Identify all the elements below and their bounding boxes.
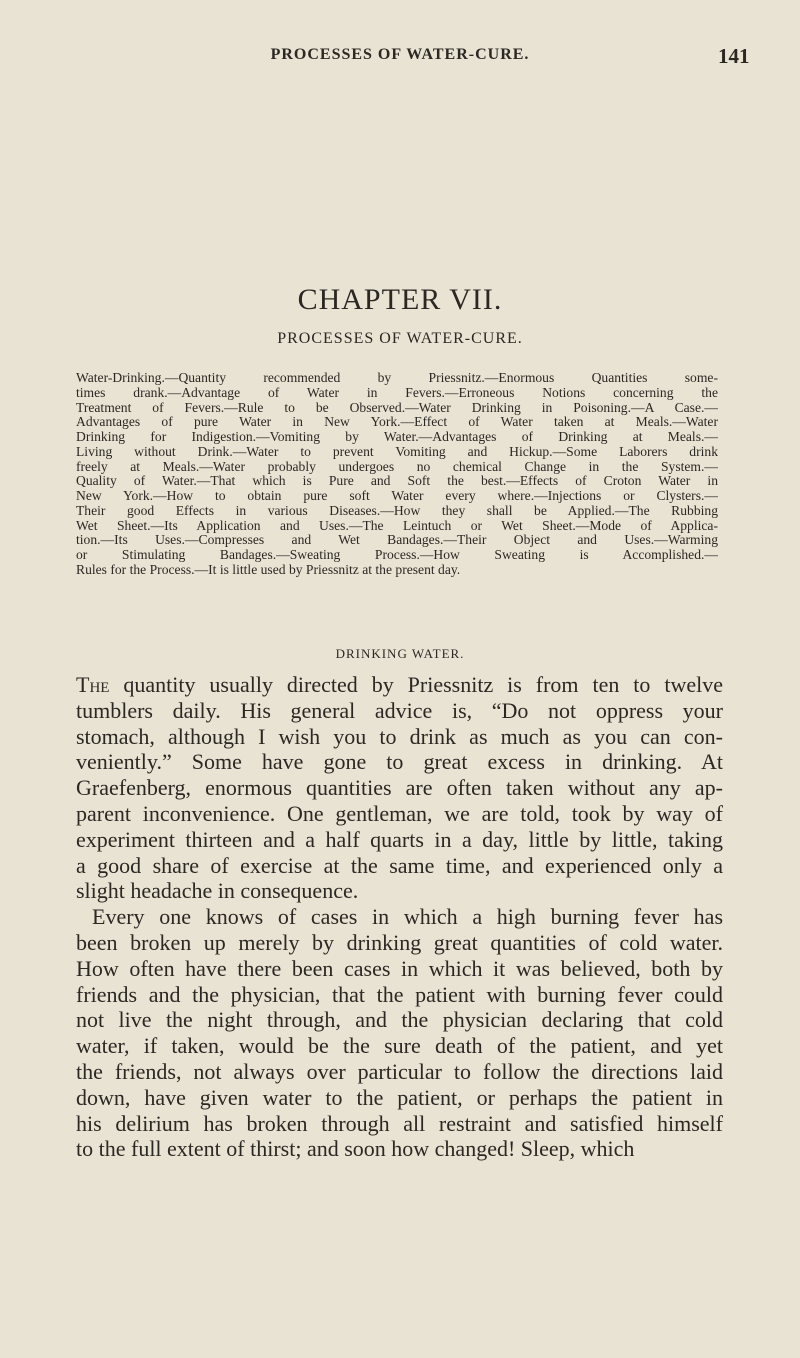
synopsis-line: Advantages of pure Water in New York.—Effect of Water taken at Meals.—Water	[76, 414, 718, 430]
body-line: Graefenberg, enormous quantities are often taken without any ap-	[76, 775, 723, 801]
body-line: stomach, although I wish you to drink as much as you can con-	[76, 723, 723, 749]
synopsis-line: times drank.—Advantage of Water in Fevers.—Erroneous Notions concerning the	[76, 384, 718, 400]
synopsis-line: Water-Drinking.—Quantity recommended by Priessnitz.—Enormous Quantities some-	[76, 370, 718, 385]
body-line: to the full extent of thirst; and soon how changed! Sleep, which	[76, 1136, 635, 1162]
chapter-subtitle: PROCESSES OF WATER-CURE.	[277, 330, 523, 347]
synopsis-line: Treatment of Fevers.—Rule to be Observed.—Water Drinking in Poisoning.—A Case.—	[76, 399, 718, 415]
synopsis-line: Drinking for Indigestion.—Vomiting by Water.—Advantages of Drinking at Meals.—	[76, 429, 718, 444]
body-line: the friends, not always over particular to follow the directions laid	[76, 1058, 723, 1084]
synopsis-line: Rules for the Process.—It is little used by Priessnitz at the present day.	[76, 561, 461, 577]
body-line: not live the night through, and the physician declaring that cold	[76, 1007, 723, 1033]
drop-word: The	[76, 672, 110, 697]
synopsis-line: New York.—How to obtain pure soft Water every where.—Injections or Clysters.—	[76, 488, 718, 503]
running-head: PROCESSES OF WATER-CURE.	[270, 46, 530, 63]
page-number: 141	[718, 44, 750, 68]
synopsis-line: Wet Sheet.—Its Application and Uses.—The Leintuch or Wet Sheet.—Mode of Applica-	[76, 517, 718, 533]
body-line: experiment thirteen and a half quarts in a day, little by little, taking	[76, 826, 723, 852]
body-text	[76, 672, 723, 1162]
body-line: been broken up merely by drinking great quantities of cold water.	[76, 929, 723, 955]
synopsis-line: freely at Meals.—Water probably undergoes no chemical Change in the System.—	[76, 458, 718, 474]
chapter-title: CHAPTER VII.	[297, 283, 503, 316]
body-line: How often have there been cases in which it was believed, both by	[76, 955, 723, 981]
body-line: tumblers daily. His general advice is, “Do not oppress your	[76, 697, 723, 723]
body-line: veniently.” Some have gone to great excess in drinking. At	[76, 749, 723, 775]
body-line: his delirium has broken through all restraint and satisfied himself	[76, 1110, 723, 1136]
chapter-synopsis	[76, 371, 718, 578]
body-line: friends and the physician, that the patient with burning fever could	[76, 981, 723, 1007]
body-line: parent inconvenience. One gentleman, we are told, took by way of	[76, 800, 723, 826]
synopsis-line: tion.—Its Uses.—Compresses and Wet Bandages.—Their Object and Uses.—Warming	[76, 532, 718, 548]
synopsis-line: Their good Effects in various Diseases.—How they shall be Applied.—The Rubbing	[76, 502, 718, 518]
body-line: Every one knows of cases in which a high burning fever has	[92, 904, 723, 930]
body-line: water, if taken, would be the sure death of the patient, and yet	[76, 1033, 723, 1059]
body-line: slight headache in consequence.	[76, 878, 359, 904]
synopsis-line: or Stimulating Bandages.—Sweating Process.—How Sweating is Accomplished.—	[76, 547, 718, 562]
section-heading: DRINKING WATER.	[335, 646, 465, 661]
synopsis-line: Quality of Water.—That which is Pure and Soft the best.—Effects of Croton Water in	[76, 473, 718, 489]
synopsis-line: Living without Drink.—Water to prevent Vomiting and Hickup.—Some Laborers drink	[76, 443, 718, 459]
body-line: a good share of exercise at the same time, and experienced only a	[76, 852, 723, 878]
body-line: The quantity usually directed by Priessnitz is from ten to twelve	[76, 672, 723, 697]
body-line: down, have given water to the patient, or perhaps the patient in	[76, 1084, 723, 1110]
